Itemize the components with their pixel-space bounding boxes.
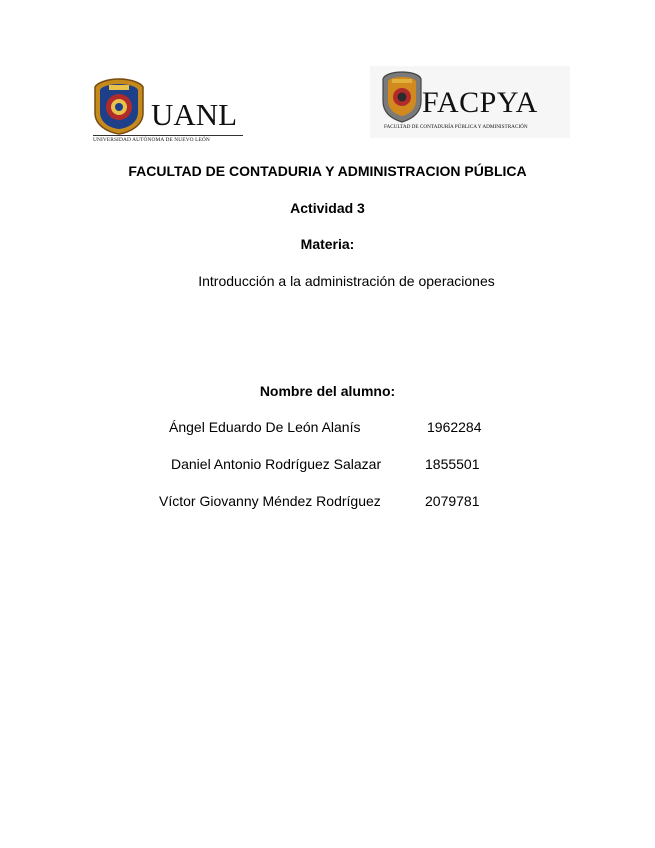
faculty-title: FACULTAD DE CONTADURIA Y ADMINISTRACION PÚBLICA [128,163,527,179]
activity-title: Actividad 3 [290,200,365,216]
subject-name: Introducción a la administración de operaciones [198,273,495,289]
student-id: 1962284 [427,419,482,435]
uanl-seal-icon [91,77,147,135]
student-id: 2079781 [425,493,480,509]
facpya-logo-subtitle: FACULTAD DE CONTADURÍA PÚBLICA Y ADMINISTRACIÓN [384,124,528,130]
students-label: Nombre del alumno: [259,383,396,399]
student-name: Víctor Giovanny Méndez Rodríguez [159,493,381,509]
facpya-seal-icon [382,71,422,123]
uanl-logo-subtitle: UNIVERSIDAD AUTÓNOMA DE NUEVO LEÓN [93,135,243,143]
uanl-logo [91,75,243,149]
student-name: Ángel Eduardo De León Alanís [169,419,361,435]
uanl-logo-text: UANL [151,97,238,132]
facpya-logo [370,66,570,138]
facpya-logo-text: FACPYA [422,86,538,119]
subject-label: Materia: [300,236,355,252]
student-name: Daniel Antonio Rodríguez Salazar [171,456,382,472]
student-id: 1855501 [425,456,480,472]
